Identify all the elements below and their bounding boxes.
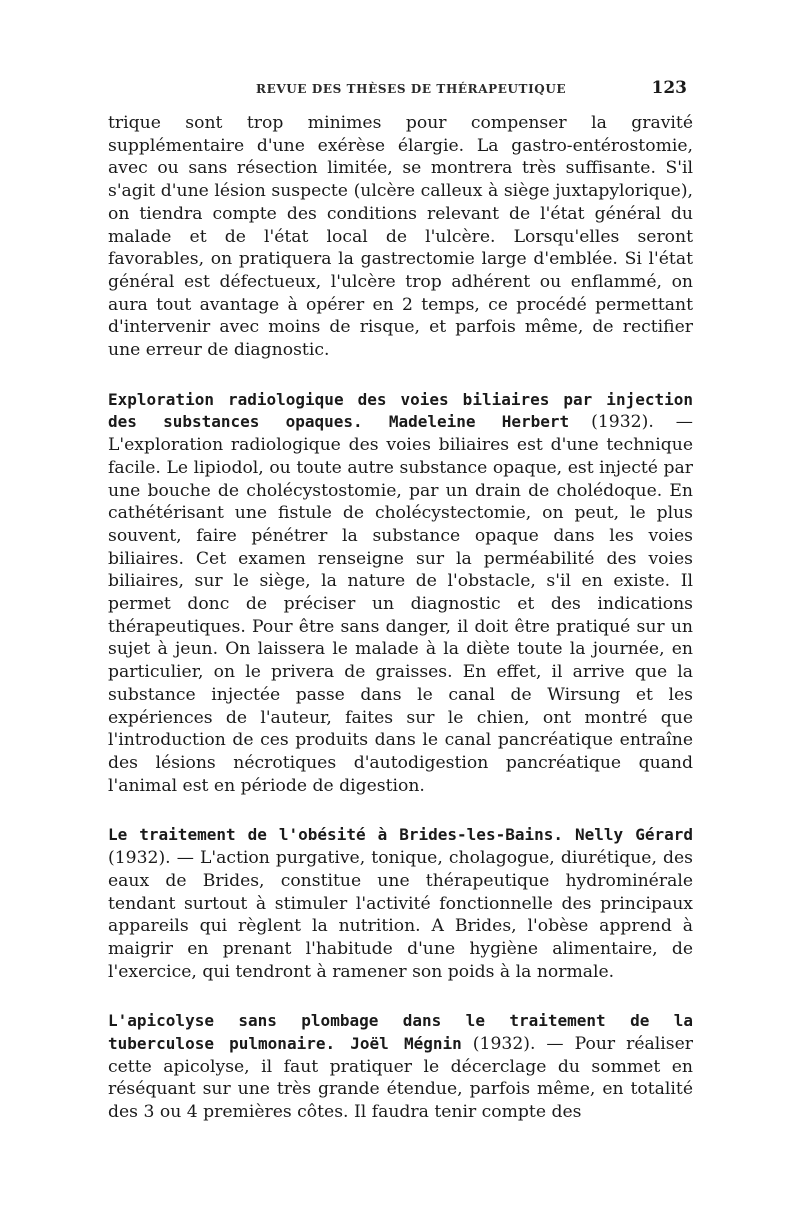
running-header (108, 78, 693, 102)
running-title: REVUE DES THÈSES DE THÉRAPEUTIQUE (256, 82, 567, 96)
book-page (108, 78, 693, 1124)
intro-paragraph: trique sont trop minimes pour compenser la gravité supplémentaire d'une exérèse élargie. La gastro-entérostomie, avec ou sans résection limitée, se montrera très suffisante. S'il s'agit d'une lésion suspecte (ulcère calleux à siège juxtapylorique), on tiendra compte des conditions relevant de l'état général du malade et de l'état local de l'ulcère. Lorsqu'elles seront favorables, on pratiquera la gastrectomie large d'emblée. Si l'état général est défectueux, l'ulcère trop adhérent ou enflammé, on aura tout avantage à opérer en 2 temps, ce procédé permettant d'intervenir avec moins de risque, et parfois même, de rectifier une erreur de diagnostic. (108, 113, 693, 361)
article-body: (1932). — Pour réaliser cette apicolyse, il faut pratiquer le décerclage du sommet en réséquant sur une très grande étendue, parfois même, en totalité des 3 ou 4 premières côtes. Il faudra tenir compte des (108, 1034, 693, 1123)
page-number: 123 (651, 78, 687, 98)
article-body: (1932). — L'exploration radiologique des voies biliaires est d'une technique facile. Le lipiodol, ou toute autre substance opaque, est injecté par une bouche de cholécystostomie, par un drain de cholédoque. En cathétérisant une fistule de cholécystectomie, on peut, le plus souvent, faire pénétrer la substance opaque dans les voies biliaires. Cet examen renseigne sur la perméabilité des voies biliaires, sur le siège, la nature de l'obstacle, s'il en existe. Il permet donc de préciser un diagnostic et des indications thérapeutiques. Pour être sans danger, il doit être pratiqué sur un sujet à jeun. On laissera le malade à la diète toute la journée, en particulier, on le privera de graisses. En effet, il arrive que la substance injectée passe dans le canal de Wirsung et les expériences de l'auteur, faites sur le chien, ont montré que l'introduction de ces produits dans le canal pancréatique entraîne des lésions nécrotiques d'autodigestion pancréatique quand l'animal est en période de digestion. (108, 412, 693, 796)
article-title: Le traitement de l'obésité à Brides-les-Bains. Nelly Gérard (108, 825, 693, 845)
article-title: L'apicolyse sans plombage dans le traitement de la tuberculose pulmonaire. Joël Mégnin (108, 1011, 693, 1054)
article-entry (108, 389, 693, 798)
article-title: Exploration radiologique des voies biliaires par injection des substances opaques. Madeleine Herbert (108, 389, 693, 432)
article-entry (108, 824, 693, 983)
article-body: (1932). — L'action purgative, tonique, cholagogue, diurétique, des eaux de Brides, constitue une thérapeutique hydrominérale tendant surtout à stimuler l'activité fonctionnelle des principaux appareils qui règlent la nutrition. A Brides, l'obèse apprend à maigrir en prenant l'habitude d'une hygiène alimentaire, de l'exercice, qui tendront à ramener son poids à la normale. (108, 848, 693, 982)
article-entry (108, 1010, 693, 1124)
